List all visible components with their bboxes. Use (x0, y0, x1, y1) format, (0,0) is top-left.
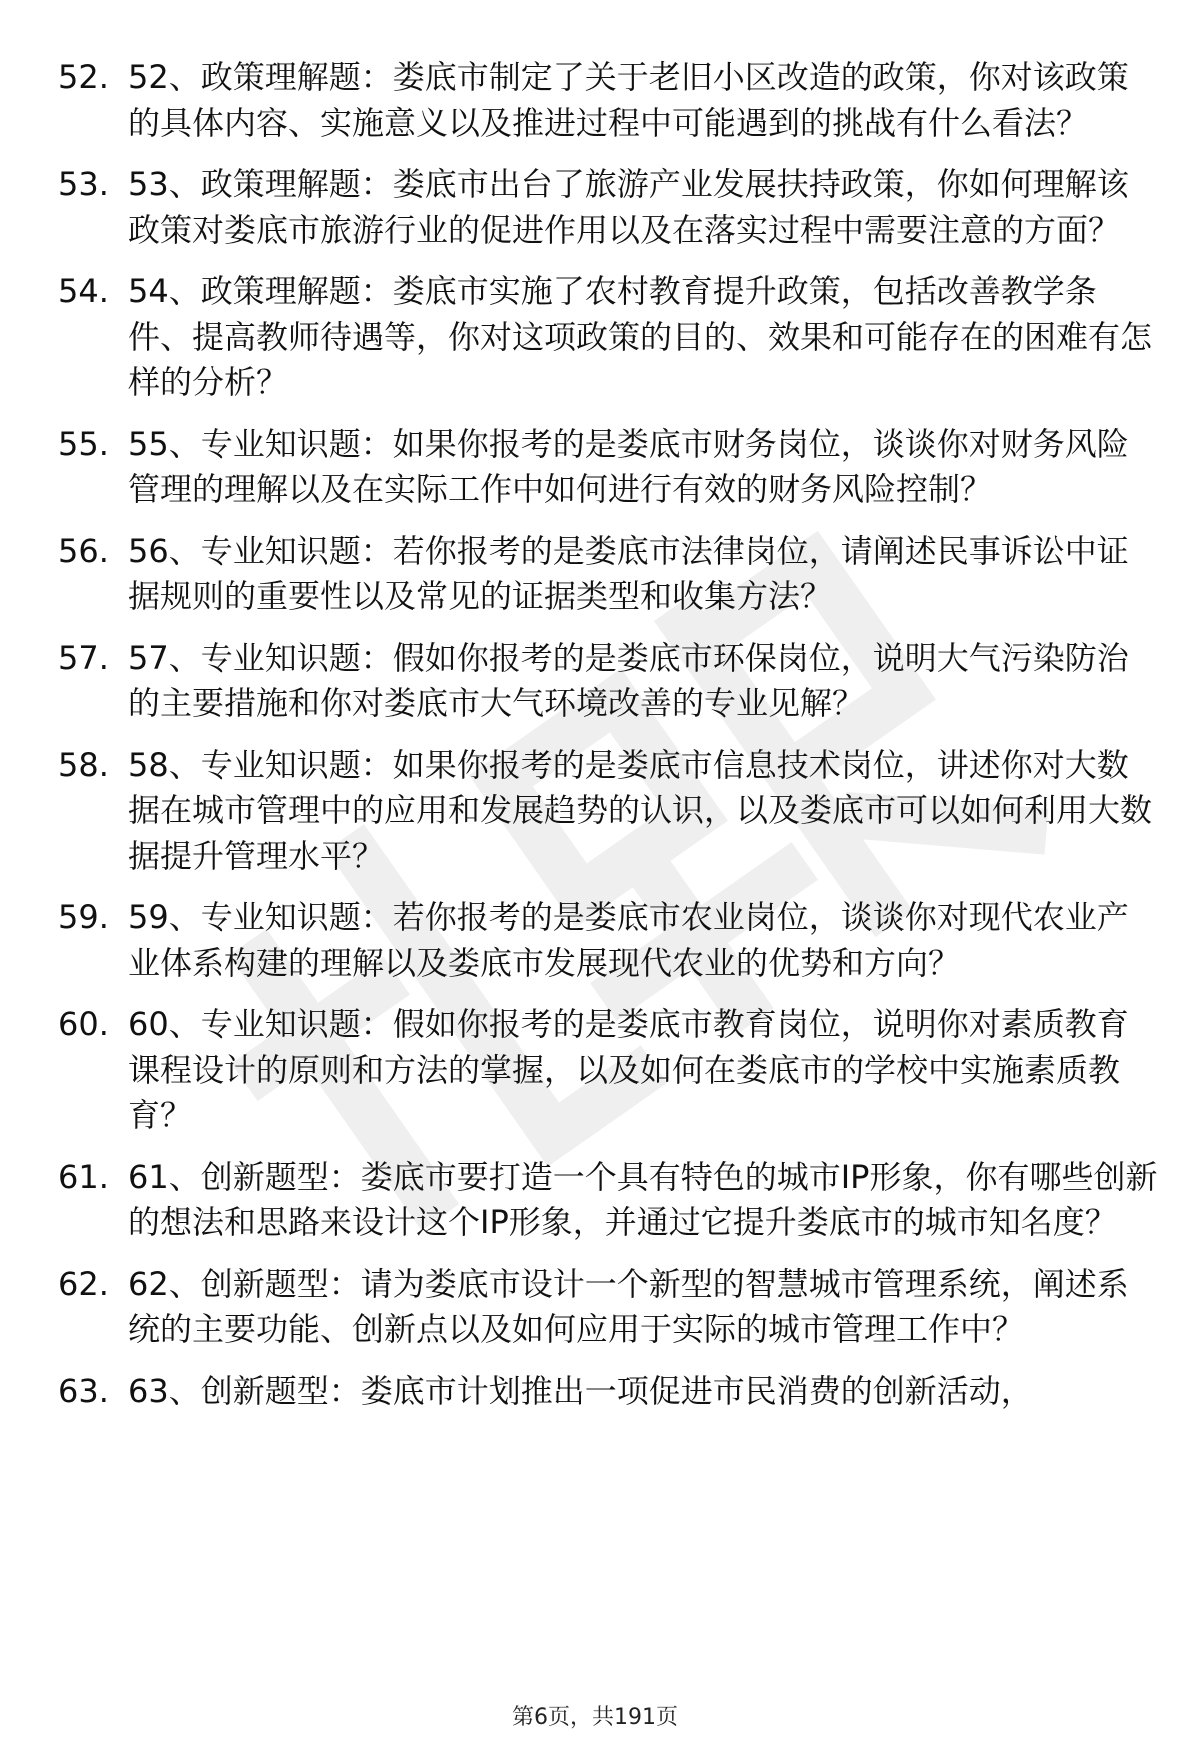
question-text: 61、创新题型：娄底市要打造一个具有特色的城市IP形象，你有哪些创新的想法和思路来设计这个IP形象，并通过它提升娄底市的城市知名度？ (128, 1157, 1158, 1241)
list-item (58, 743, 1158, 880)
question-list (58, 55, 1158, 1430)
page-number: 第6页，共191页 (512, 1705, 678, 1730)
list-item (58, 162, 1158, 253)
question-text: 60、专业知识题：假如你报考的是娄底市教育岗位，说明你对素质教育课程设计的原则和方法的掌握，以及如何在娄底市的学校中实施素质教育？ (128, 1005, 1129, 1134)
question-text: 57、专业知识题：假如你报考的是娄底市环保岗位，说明大气污染防治的主要措施和你对娄底市大气环境改善的专业见解？ (128, 638, 1129, 722)
item-number: 60. (58, 1005, 109, 1043)
list-item (58, 55, 1158, 146)
item-number: 55. (58, 424, 109, 463)
item-number: 58. (58, 745, 109, 784)
question-text: 54、政策理解题：娄底市实施了农村教育提升政策，包括改善教学条件、提高教师待遇等，你对这项政策的目的、效果和可能存在的困难有怎样的分析？ (128, 272, 1153, 401)
list-item (58, 1262, 1158, 1353)
list-item (58, 895, 1158, 986)
list-item (58, 1155, 1158, 1246)
item-number: 57. (58, 638, 109, 677)
item-number: 59. (58, 898, 109, 936)
question-text: 63、创新题型：娄底市计划推出一项促进市民消费的创新活动， (128, 1371, 1033, 1410)
item-number: 56. (58, 531, 109, 570)
item-number: 52. (58, 58, 109, 96)
list-item (58, 422, 1158, 513)
item-number: 54. (58, 272, 109, 310)
item-number: 53. (58, 165, 109, 203)
question-text: 56、专业知识题：若你报考的是娄底市法律岗位，请阐述民事诉讼中证据规则的重要性以及常见的证据类型和收集方法？ (128, 531, 1129, 615)
item-number: 63. (58, 1371, 109, 1410)
question-text: 59、专业知识题：若你报考的是娄底市农业岗位，谈谈你对现代农业产业体系构建的理解以及娄底市发展现代农业的优势和方向？ (128, 898, 1129, 982)
question-text: 53、政策理解题：娄底市出台了旅游产业发展扶持政策，你如何理解该政策对娄底市旅游行业的促进作用以及在落实过程中需要注意的方面？ (128, 165, 1129, 249)
question-text: 52、政策理解题：娄底市制定了关于老旧小区改造的政策，你对该政策的具体内容、实施意义以及推进过程中可能遇到的挑战有什么看法？ (128, 58, 1129, 142)
question-text: 58、专业知识题：如果你报考的是娄底市信息技术岗位，讲述你对大数据在城市管理中的应用和发展趋势的认识，以及娄底市可以如何利用大数据提升管理水平？ (128, 745, 1153, 875)
list-item (58, 529, 1158, 620)
list-item (58, 1369, 1158, 1415)
list-item (58, 1002, 1158, 1139)
item-number: 61. (58, 1157, 109, 1196)
list-item (58, 636, 1158, 727)
question-text: 62、创新题型：请为娄底市设计一个新型的智慧城市管理系统，阐述系统的主要功能、创新点以及如何应用于实际的城市管理工作中？ (128, 1264, 1129, 1348)
item-number: 62. (58, 1264, 109, 1303)
list-item (58, 269, 1158, 406)
question-text: 55、专业知识题：如果你报考的是娄底市财务岗位，谈谈你对财务风险管理的理解以及在实际工作中如何进行有效的财务风险控制？ (128, 424, 1129, 508)
